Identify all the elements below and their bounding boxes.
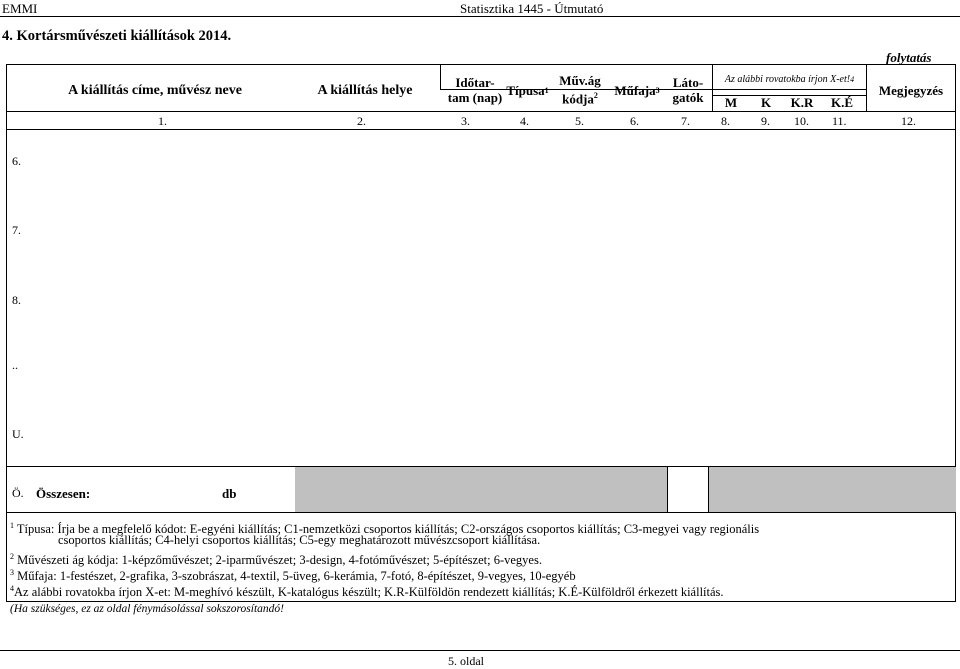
row-label: 6. — [12, 154, 21, 168]
col-header-ke: K.É — [830, 95, 854, 110]
footnote-ref: 2 — [593, 91, 598, 101]
footnote-ref: 3 — [655, 85, 660, 95]
column-number: 6. — [630, 114, 639, 128]
column-number: 4. — [520, 114, 529, 128]
shaded-cell — [295, 467, 667, 512]
page-number: 5. oldal — [448, 654, 484, 668]
column-number: 2. — [357, 114, 366, 128]
col-header-visitors-line2: gatók — [672, 90, 704, 105]
photocopy-note: (Ha szükséges, ez az oldal fénymásolással sokszorosítandó! — [10, 603, 284, 615]
column-number: 12. — [901, 114, 916, 128]
footnote-number: 4 — [10, 584, 14, 593]
col-header-visitors-line1: Láto- — [672, 75, 704, 90]
footer-divider — [0, 650, 960, 651]
footnote-4-text: Az alábbi rovatokba írjon X-et: M-meghívó készült, K-katalógus készült; K.R-Külföldön rendezett kiállítás; K.É-Külföldről érkezett kiállítás. — [14, 585, 724, 600]
col-header-visitors — [664, 72, 712, 108]
row-label: .. — [12, 358, 18, 372]
col-header-kr: K.R — [790, 95, 814, 110]
grid-line — [6, 512, 956, 513]
x-instruction-text: Az alábbi rovatokba írjon X-et! — [724, 73, 851, 85]
col-header-m: M — [724, 95, 738, 110]
column-number: 5. — [575, 114, 584, 128]
footnote-ref: 4 — [850, 74, 855, 84]
column-number: 10. — [794, 114, 809, 128]
header-left: EMMI — [2, 1, 38, 16]
footnote-3-text: Műfaja: 1-festészet, 2-grafika, 3-szobrászat, 4-textil, 5-üveg, 6-kerámia, 7-fotó, 8-építészet, 9-vegyes, 10-egyéb — [17, 569, 576, 584]
footnote-number: 1 — [10, 521, 14, 530]
shaded-cell — [709, 467, 956, 512]
header-right: Statisztika 1445 - Útmutató — [460, 1, 604, 16]
grid-line — [6, 111, 956, 112]
column-number: 9. — [761, 114, 770, 128]
footnote-number: 3 — [10, 568, 14, 577]
total-row-label: Összesen: — [36, 486, 91, 501]
col-header-duration-line1: Időtar- — [455, 75, 495, 90]
col-header-title: A kiállítás címe, művész neve — [68, 82, 242, 98]
col-header-type-label: Típusa — [506, 82, 545, 98]
column-number: 3. — [461, 114, 470, 128]
page-title: 4. Kortársművészeti kiállítások 2014. — [2, 28, 232, 44]
footnote-number: 2 — [10, 552, 14, 561]
col-header-art-branch — [552, 72, 608, 108]
continued-label: folytatás — [886, 50, 932, 65]
footnote-4 — [10, 581, 724, 600]
column-number: 8. — [721, 114, 730, 128]
total-row-unit: db — [222, 486, 237, 501]
col-header-art-branch-line1: Műv.ág — [559, 73, 601, 89]
grid-line — [667, 466, 668, 512]
col-header-genre-label: Műfaja — [614, 82, 656, 98]
footnote-1-line2: csoportos kiállítás; C4-helyi csoportos kiállítás; C5-egy meghatározott művészcsoport kiállítása. — [58, 533, 541, 547]
row-label: U. — [12, 427, 24, 441]
footnote-2-text: Művészeti ág kódja: 1-képzőművészet; 2-iparművészet; 3-design, 4-fotóművészet; 5-építészet; 6-vegyes. — [17, 553, 542, 568]
col-header-duration-line2: tam (nap) — [447, 90, 503, 105]
column-number: 11. — [832, 114, 847, 128]
header-divider — [0, 16, 960, 17]
col-header-location: A kiállítás helye — [317, 82, 413, 98]
column-number: 7. — [681, 114, 690, 128]
footnote-1-line1: Típusa: Írja be a megfelelő kódot: E-egyéni kiállítás; C1-nemzetközi csoportos kiállítás; C2-országos csoportos kiállítás; C3-megyei vagy regionális — [16, 522, 760, 537]
row-label: 8. — [12, 293, 21, 307]
col-header-type — [500, 72, 555, 108]
col-header-genre — [608, 72, 666, 108]
col-header-art-branch-line2: kódja — [562, 91, 594, 107]
row-label: 7. — [12, 223, 21, 237]
x-instruction — [713, 66, 866, 92]
col-header-notes: Megjegyzés — [878, 82, 944, 98]
footnote-ref: 1 — [544, 85, 549, 95]
col-header-k: K — [760, 95, 772, 110]
total-row-prefix: Ö. — [12, 486, 24, 500]
column-number: 1. — [158, 114, 167, 128]
grid-line — [6, 129, 956, 130]
